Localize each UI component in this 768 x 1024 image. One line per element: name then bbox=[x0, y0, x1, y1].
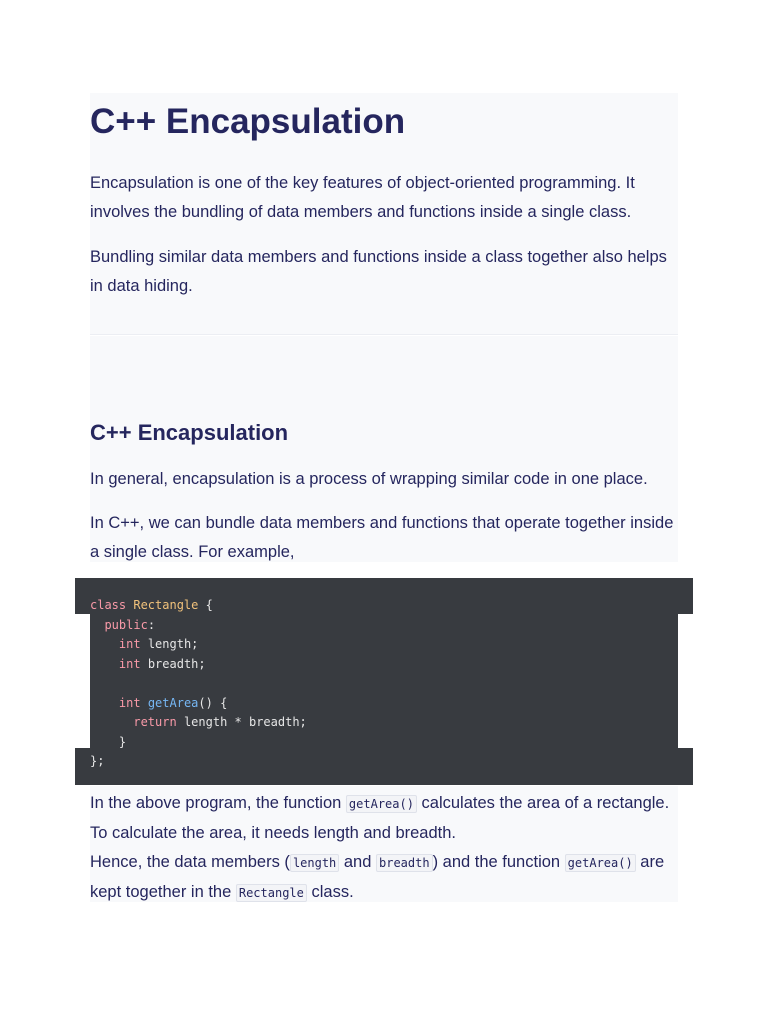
intro-paragraph-2: Bundling similar data members and functions inside a class together also helps in data hiding. bbox=[90, 248, 667, 295]
section-text-1 bbox=[90, 465, 680, 494]
explanation-text bbox=[90, 789, 680, 908]
inline-code-length: length bbox=[290, 854, 339, 872]
code-token: return bbox=[133, 715, 177, 729]
code-token: length; bbox=[140, 637, 199, 651]
code-line bbox=[90, 694, 307, 714]
inline-code-getarea: getArea() bbox=[346, 795, 417, 813]
code-line bbox=[90, 616, 307, 636]
explanation-line-1 bbox=[90, 789, 680, 848]
code-token: breadth; bbox=[140, 656, 206, 671]
inline-code-breadth: breadth bbox=[376, 854, 433, 872]
explanation-text-1b: calculates the area of a rectangle. To calculate the area, it needs length and breadth. bbox=[90, 794, 670, 842]
explanation-text-2d: are kept together in the bbox=[90, 853, 665, 901]
code-line bbox=[90, 733, 307, 753]
intro-text bbox=[90, 169, 680, 227]
code-token bbox=[90, 715, 133, 729]
code-line bbox=[90, 752, 307, 772]
code-token bbox=[90, 657, 119, 671]
code-line bbox=[90, 674, 307, 694]
section-text-2 bbox=[90, 509, 680, 567]
code-line bbox=[90, 655, 307, 675]
code-token: class bbox=[90, 598, 127, 612]
page-title: C++ Encapsulation bbox=[90, 102, 406, 141]
code-token bbox=[90, 696, 119, 710]
code-token: : bbox=[147, 617, 156, 632]
code-listing bbox=[90, 596, 307, 772]
code-token: length * breadth; bbox=[176, 715, 307, 729]
code-token: getArea bbox=[147, 695, 199, 710]
code-line bbox=[90, 713, 307, 733]
section-heading: C++ Encapsulation bbox=[90, 420, 289, 445]
explanation-text-2c: ) and the function bbox=[432, 853, 565, 871]
inline-code-getarea-2: getArea() bbox=[565, 854, 636, 872]
explanation-line-2 bbox=[90, 848, 680, 908]
code-block-right-edge bbox=[678, 614, 693, 748]
code-token: int bbox=[118, 695, 141, 710]
code-block[interactable] bbox=[75, 578, 693, 785]
code-token bbox=[141, 696, 148, 710]
code-line bbox=[90, 635, 307, 655]
explanation-text-2b: and bbox=[339, 853, 376, 871]
code-token: int bbox=[118, 656, 141, 671]
section-paragraph-2: In C++, we can bundle data members and functions that operate together inside a single class. For example, bbox=[90, 514, 674, 561]
explanation-text-1a: In the above program, the function bbox=[90, 794, 346, 812]
explanation-text-2e: class. bbox=[306, 883, 354, 901]
code-block-left-edge bbox=[75, 614, 90, 748]
inline-code-rectangle: Rectangle bbox=[236, 884, 307, 902]
code-line bbox=[90, 596, 307, 616]
code-token: int bbox=[118, 637, 141, 651]
section-paragraph-1: In general, encapsulation is a process of wrapping similar code in one place. bbox=[90, 470, 648, 488]
code-token bbox=[90, 618, 104, 632]
intro-text-2 bbox=[90, 243, 680, 301]
code-token: } bbox=[90, 734, 127, 749]
code-token: () { bbox=[198, 695, 228, 710]
code-token bbox=[90, 637, 119, 651]
explanation-text-2a: Hence, the data members ( bbox=[90, 853, 290, 871]
code-token: Rectangle bbox=[133, 598, 199, 612]
code-token: { bbox=[198, 598, 213, 612]
intro-paragraph-1: Encapsulation is one of the key features of object-oriented programming. It involves the bundling of data members and functions inside a single class. bbox=[90, 174, 635, 221]
code-token: }; bbox=[90, 754, 105, 768]
code-token: public bbox=[104, 617, 148, 632]
